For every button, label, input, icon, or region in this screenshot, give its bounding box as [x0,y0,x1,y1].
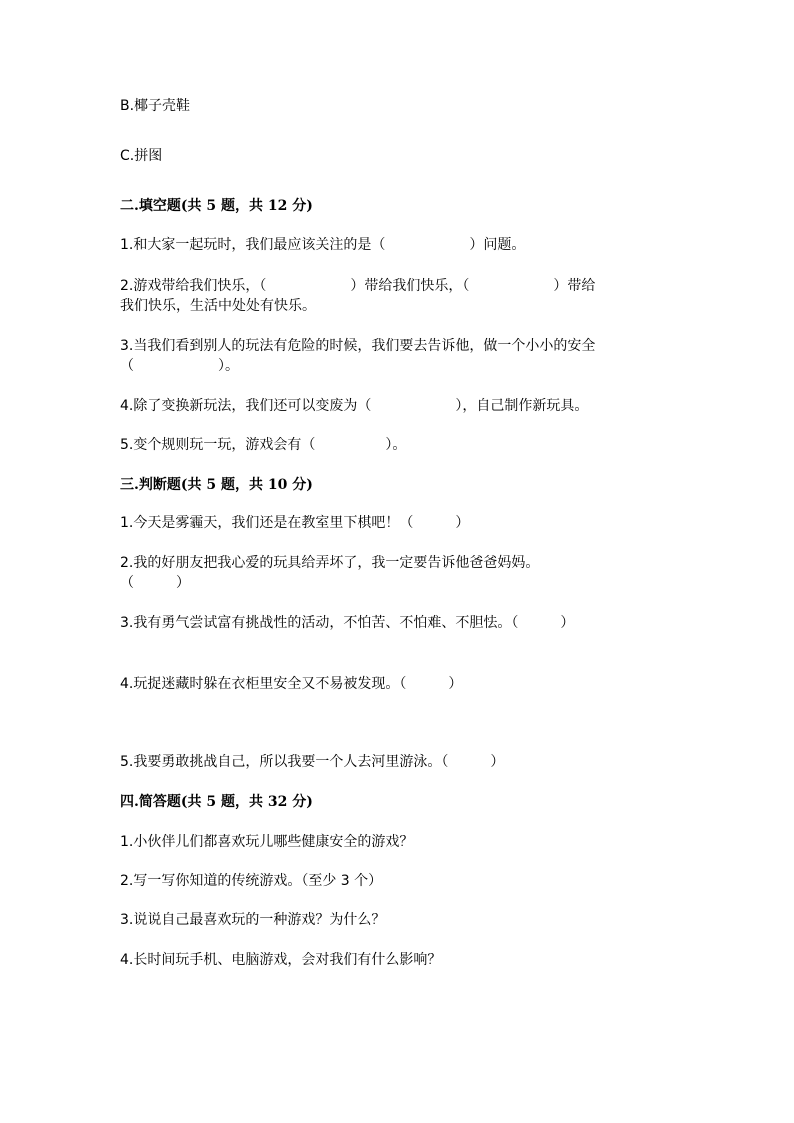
section-heading-short-answer: 四.简答题(共 5 题，共 32 分) [120,794,313,810]
short-question-1: 1.小伙伴儿们都喜欢玩儿哪些健康安全的游戏？ [120,834,414,850]
judge-question-5: 5.我要勇敢挑战自己，所以我要一个人去河里游泳。（ ） [120,754,505,770]
fill-question-2-line-1: 2.游戏带给我们快乐，（ ）带给我们快乐，（ ）带给 [120,278,596,294]
fill-question-3-line-1: 3.当我们看到别人的玩法有危险的时候，我们要去告诉他，做一个小小的安全 [120,338,596,354]
option-b: B.椰子壳鞋 [120,98,191,114]
fill-question-5: 5.变个规则玩一玩，游戏会有（ ）。 [120,437,407,453]
judge-question-3: 3.我有勇气尝试富有挑战性的活动，不怕苦、不怕难、不胆怯。（ ） [120,615,575,631]
section-heading-true-false: 三.判断题(共 5 题，共 10 分) [120,477,313,493]
judge-question-2-line-1: 2.我的好朋友把我心爱的玩具给弄坏了，我一定要告诉他爸爸妈妈。 [120,555,540,571]
fill-question-2-line-2: 我们快乐，生活中处处有快乐。 [120,298,316,314]
judge-question-4: 4.玩捉迷藏时躲在衣柜里安全又不易被发现。（ ） [120,676,463,692]
short-question-2: 2.写一写你知道的传统游戏。（至少 3 个） [120,873,383,889]
option-c: C.拼图 [120,148,163,164]
fill-question-3-line-2: （ ）。 [120,358,239,374]
judge-question-2-line-2: （ ） [120,575,190,591]
section-heading-fill-in: 二.填空题(共 5 题，共 12 分) [120,198,313,214]
judge-question-1: 1.今天是雾霾天，我们还是在教室里下棋吧！（ ） [120,515,470,531]
short-question-4: 4.长时间玩手机、电脑游戏，会对我们有什么影响？ [120,952,442,968]
fill-question-1: 1.和大家一起玩时，我们最应该关注的是（ ）问题。 [120,237,526,253]
short-question-3: 3.说说自己最喜欢玩的一种游戏？为什么？ [120,912,386,928]
fill-question-4: 4.除了变换新玩法，我们还可以变废为（ ），自己制作新玩具。 [120,398,589,414]
